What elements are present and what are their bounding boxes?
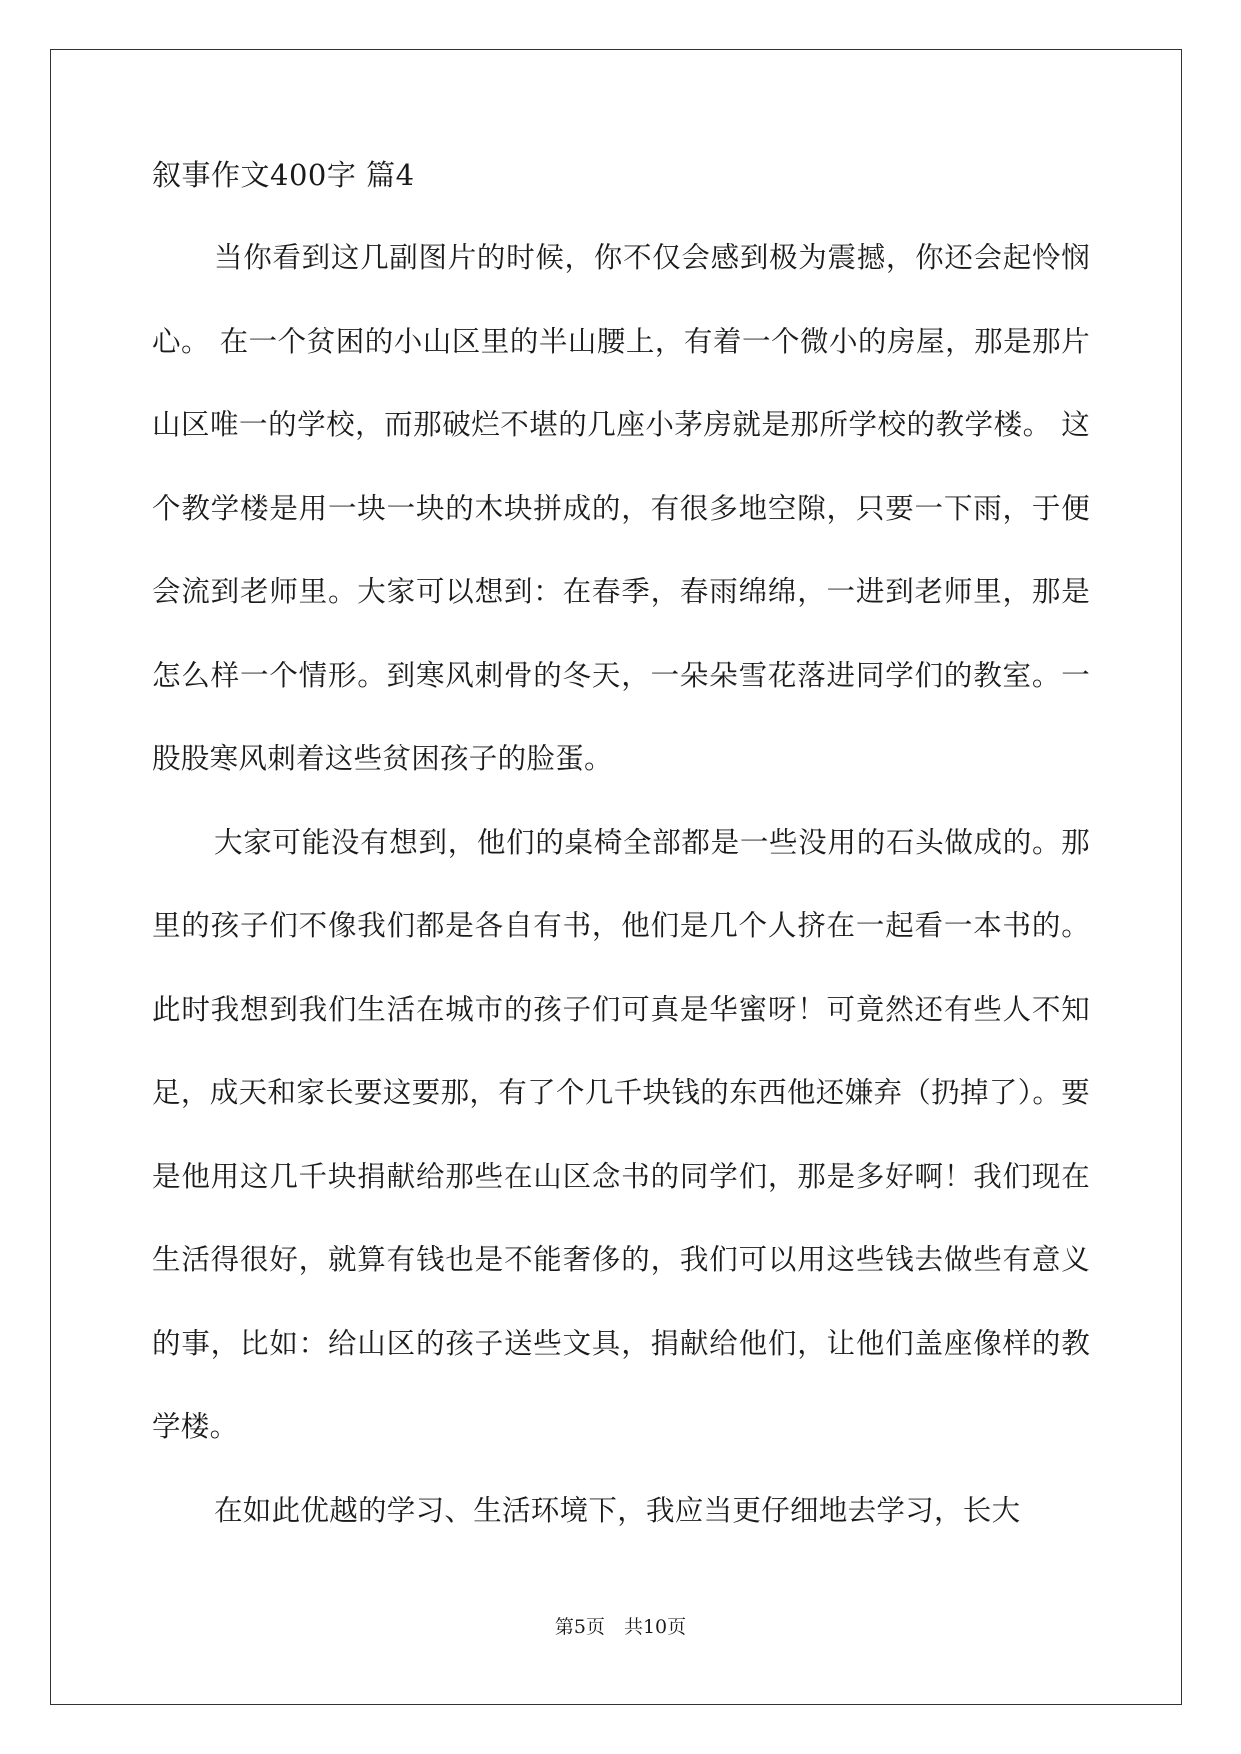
- document-body: [152, 155, 1090, 1552]
- paragraph-3: 在如此优越的学习、生活环境下，我应当更仔细地去学习，长大: [214, 1493, 1021, 1527]
- essay-title: 叙事作文400字 篇4: [152, 158, 415, 192]
- page-number: 第5页 共10页: [554, 1616, 687, 1638]
- paragraph-2: 大家可能没有想到，他们的桌椅全部都是一些没用的石头做成的。那里的孩子们不像我们都是各自有书，他们是几个人挤在一起看一本书的。此时我想到我们生活在城市的孩子们可真是华蜜呀！可竟然还有些人不知足，成天和家长要这要那，有了个几千块钱的东西他还嫌弃（扔掉了）。要是他用这几千块捐献给那些在山区念书的同学们，那是多好啊！我们现在生活得很好，就算有钱也是不能奢侈的，我们可以用这些钱去做些有意义的事，比如：给山区的孩子送些文具，捐献给他们，让他们盖座像样的教学楼。: [152, 825, 1090, 1443]
- paragraph-1: 当你看到这几副图片的时候，你不仅会感到极为震撼，你还会起怜悯心。 在一个贫困的小山区里的半山腰上，有着一个微小的房屋，那是那片山区唯一的学校，而那破烂不堪的几座小茅房就是那所学校的教学楼。 这个教学楼是用一块一块的木块拼成的，有很多地空隙，只要一下雨，于便会流到老师里。大家可以想到：在春季，春雨绵绵，一进到老师里，那是怎么样一个情形。到寒风刺骨的冬天，一朵朵雪花落进同学们的教室。一股股寒风刺着这些贫困孩子的脸蛋。: [152, 241, 1090, 775]
